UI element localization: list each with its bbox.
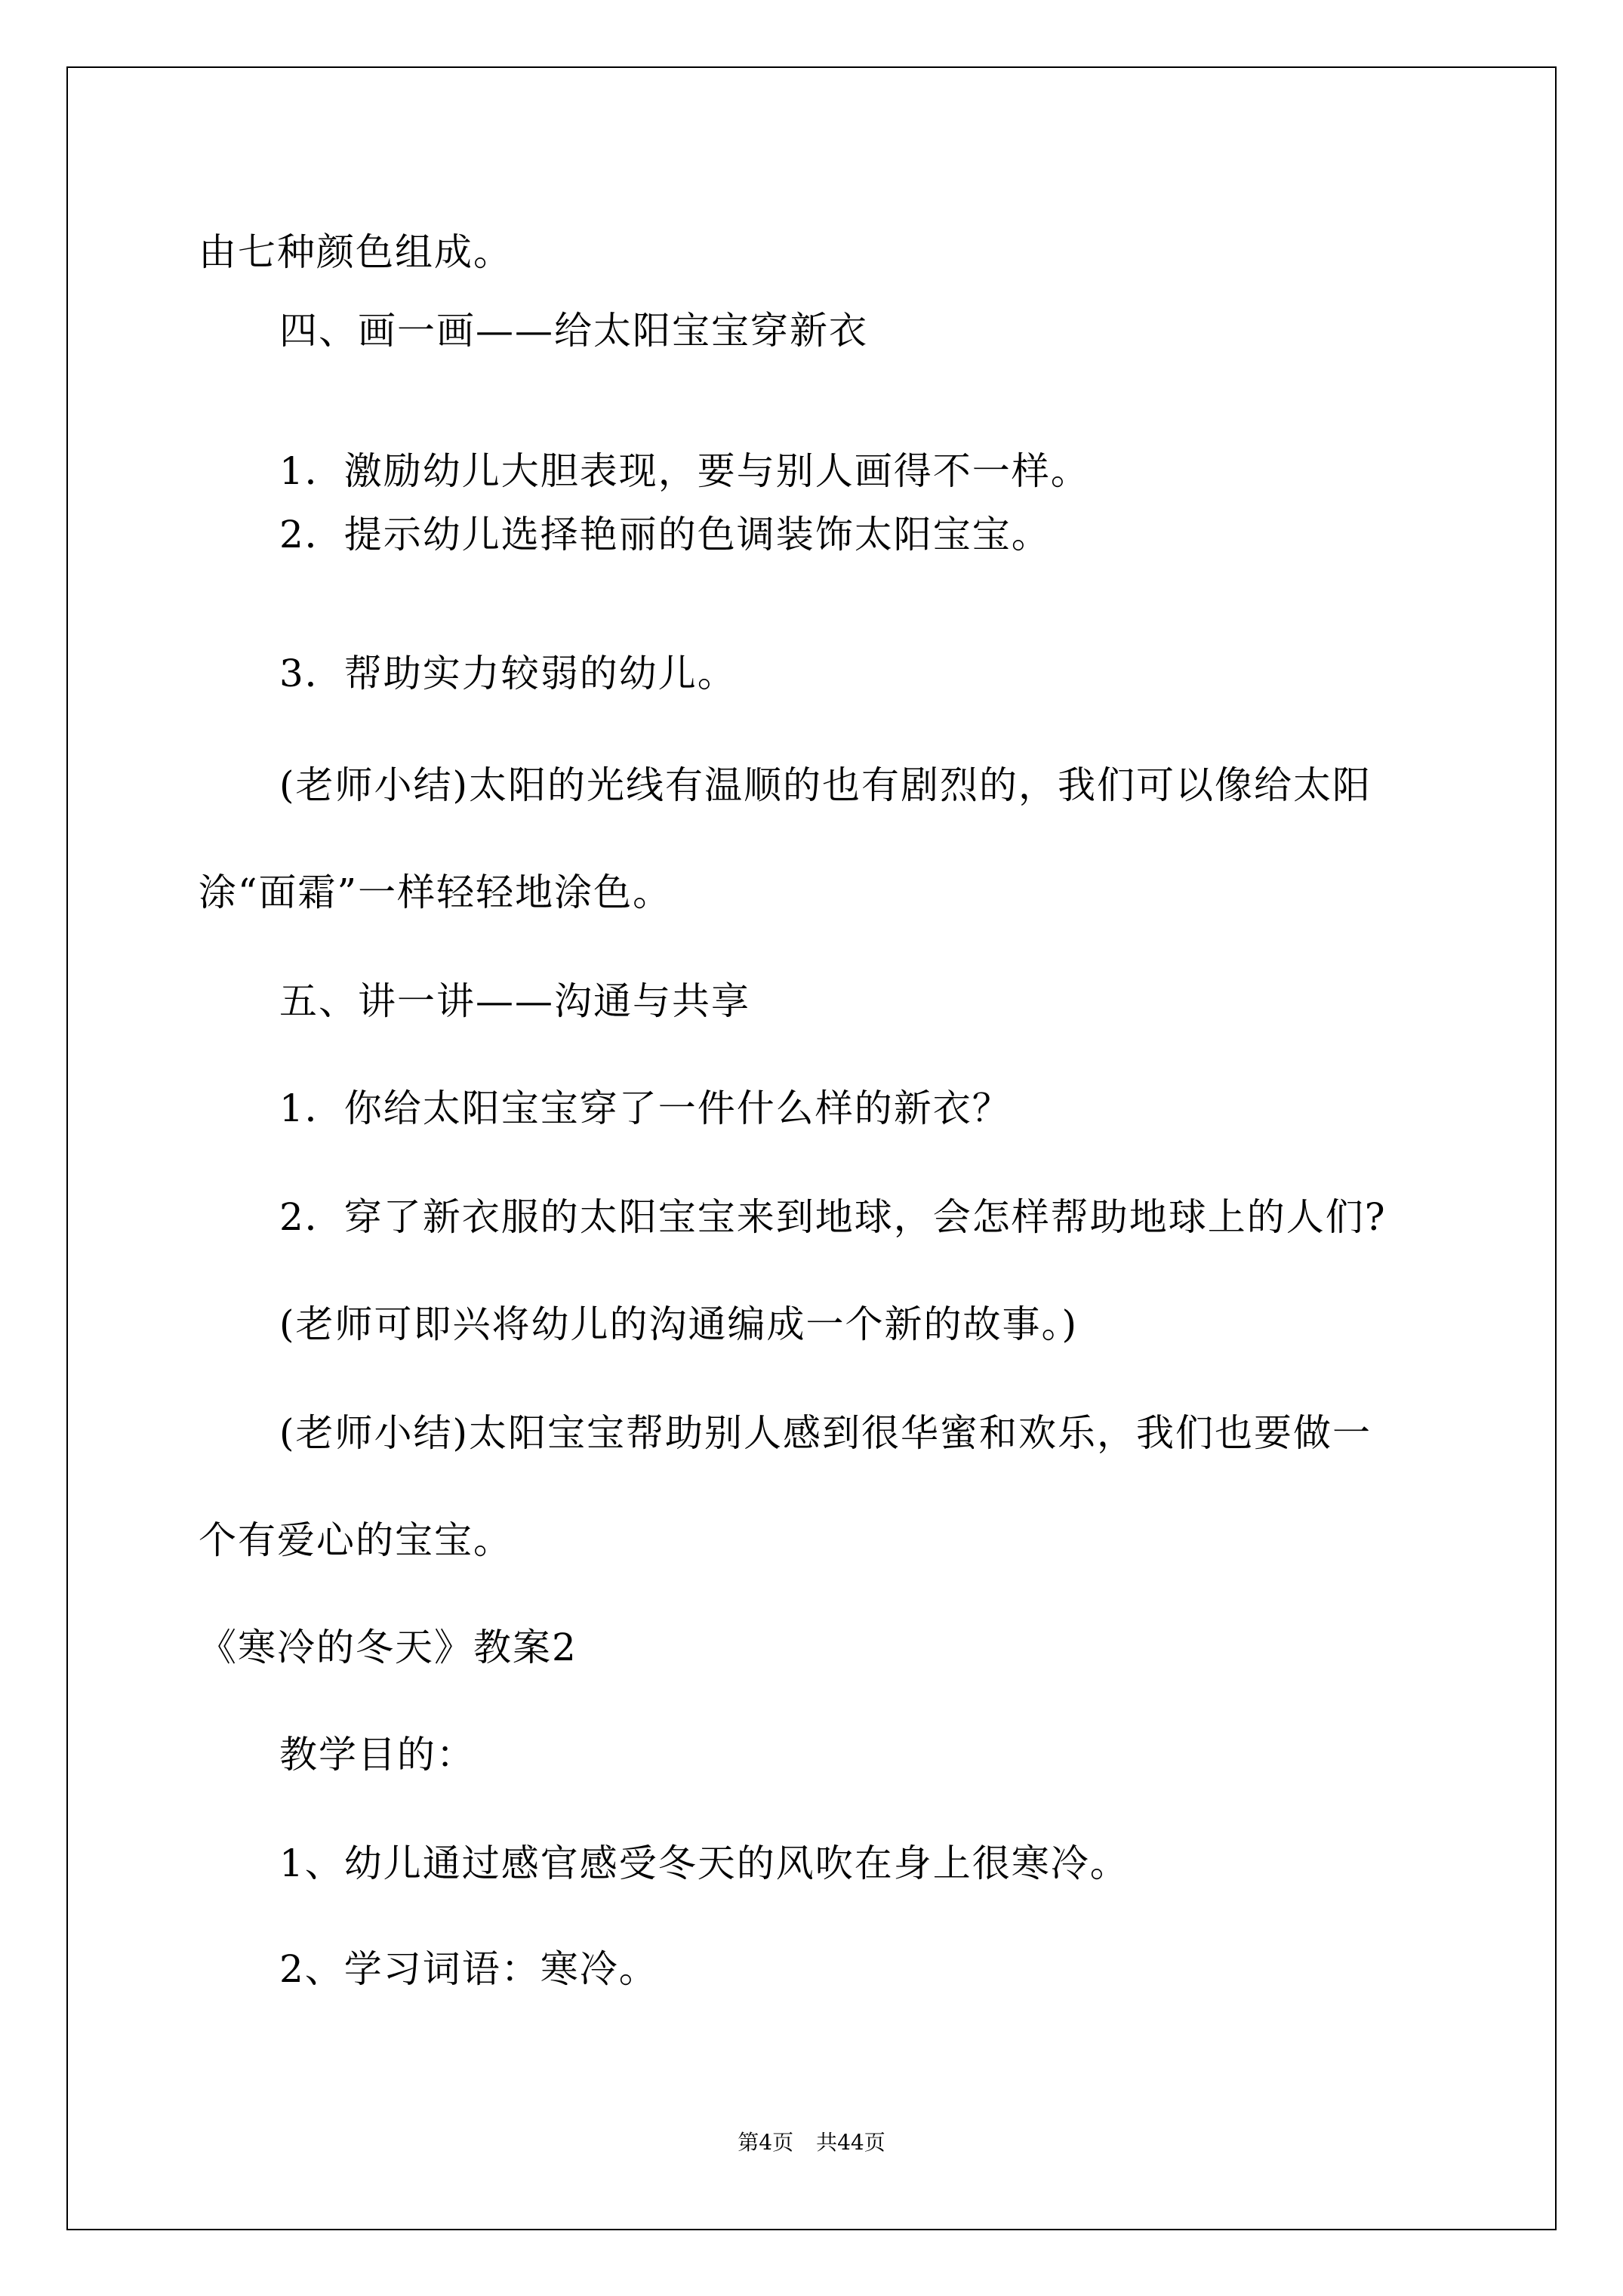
section-heading: 五、讲一讲——沟通与共享 [279, 979, 750, 1023]
list-item: 2．提示幼儿选择艳丽的色调装饰太阳宝宝。 [279, 513, 1051, 556]
page-border [66, 66, 1557, 2230]
paragraph-line: 个有爱心的宝宝。 [199, 1518, 513, 1562]
section-heading: 教学目的： [279, 1733, 476, 1777]
paragraph-line: 涂“面霜”一样轻轻地涂色。 [199, 871, 673, 914]
list-item: 1．激励幼儿大胆表现，要与别人画得不一样。 [279, 449, 1090, 493]
section-heading: 四、画一画——给太阳宝宝穿新衣 [279, 309, 868, 353]
page-total: 共44页 [816, 2130, 885, 2155]
paragraph-line: (老师可即兴将幼儿的沟通编成一个新的故事。) [279, 1302, 1079, 1346]
list-item: 3．帮助实力较弱的幼儿。 [279, 652, 737, 695]
list-item: 1、幼儿通过感官感受冬天的风吹在身上很寒冷。 [279, 1841, 1129, 1885]
page-number: 第4页 [738, 2130, 794, 2155]
list-item: 2、学习词语：寒冷。 [279, 1947, 658, 1991]
list-item: 2．穿了新衣服的太阳宝宝来到地球，会怎样帮助地球上的人们? [279, 1195, 1387, 1239]
paragraph-line: (老师小结)太阳的光线有温顺的也有剧烈的，我们可以像给太阳 [279, 763, 1372, 807]
paragraph-line: 由七种颜色组成。 [199, 230, 513, 274]
paragraph-line: (老师小结)太阳宝宝帮助别人感到很华蜜和欢乐，我们也要做一 [279, 1411, 1372, 1455]
page-footer [0, 2129, 1623, 2156]
document-title: 《寒冷的冬天》教案2 [199, 1626, 577, 1669]
list-item: 1．你给太阳宝宝穿了一件什么样的新衣？ [279, 1086, 1012, 1130]
